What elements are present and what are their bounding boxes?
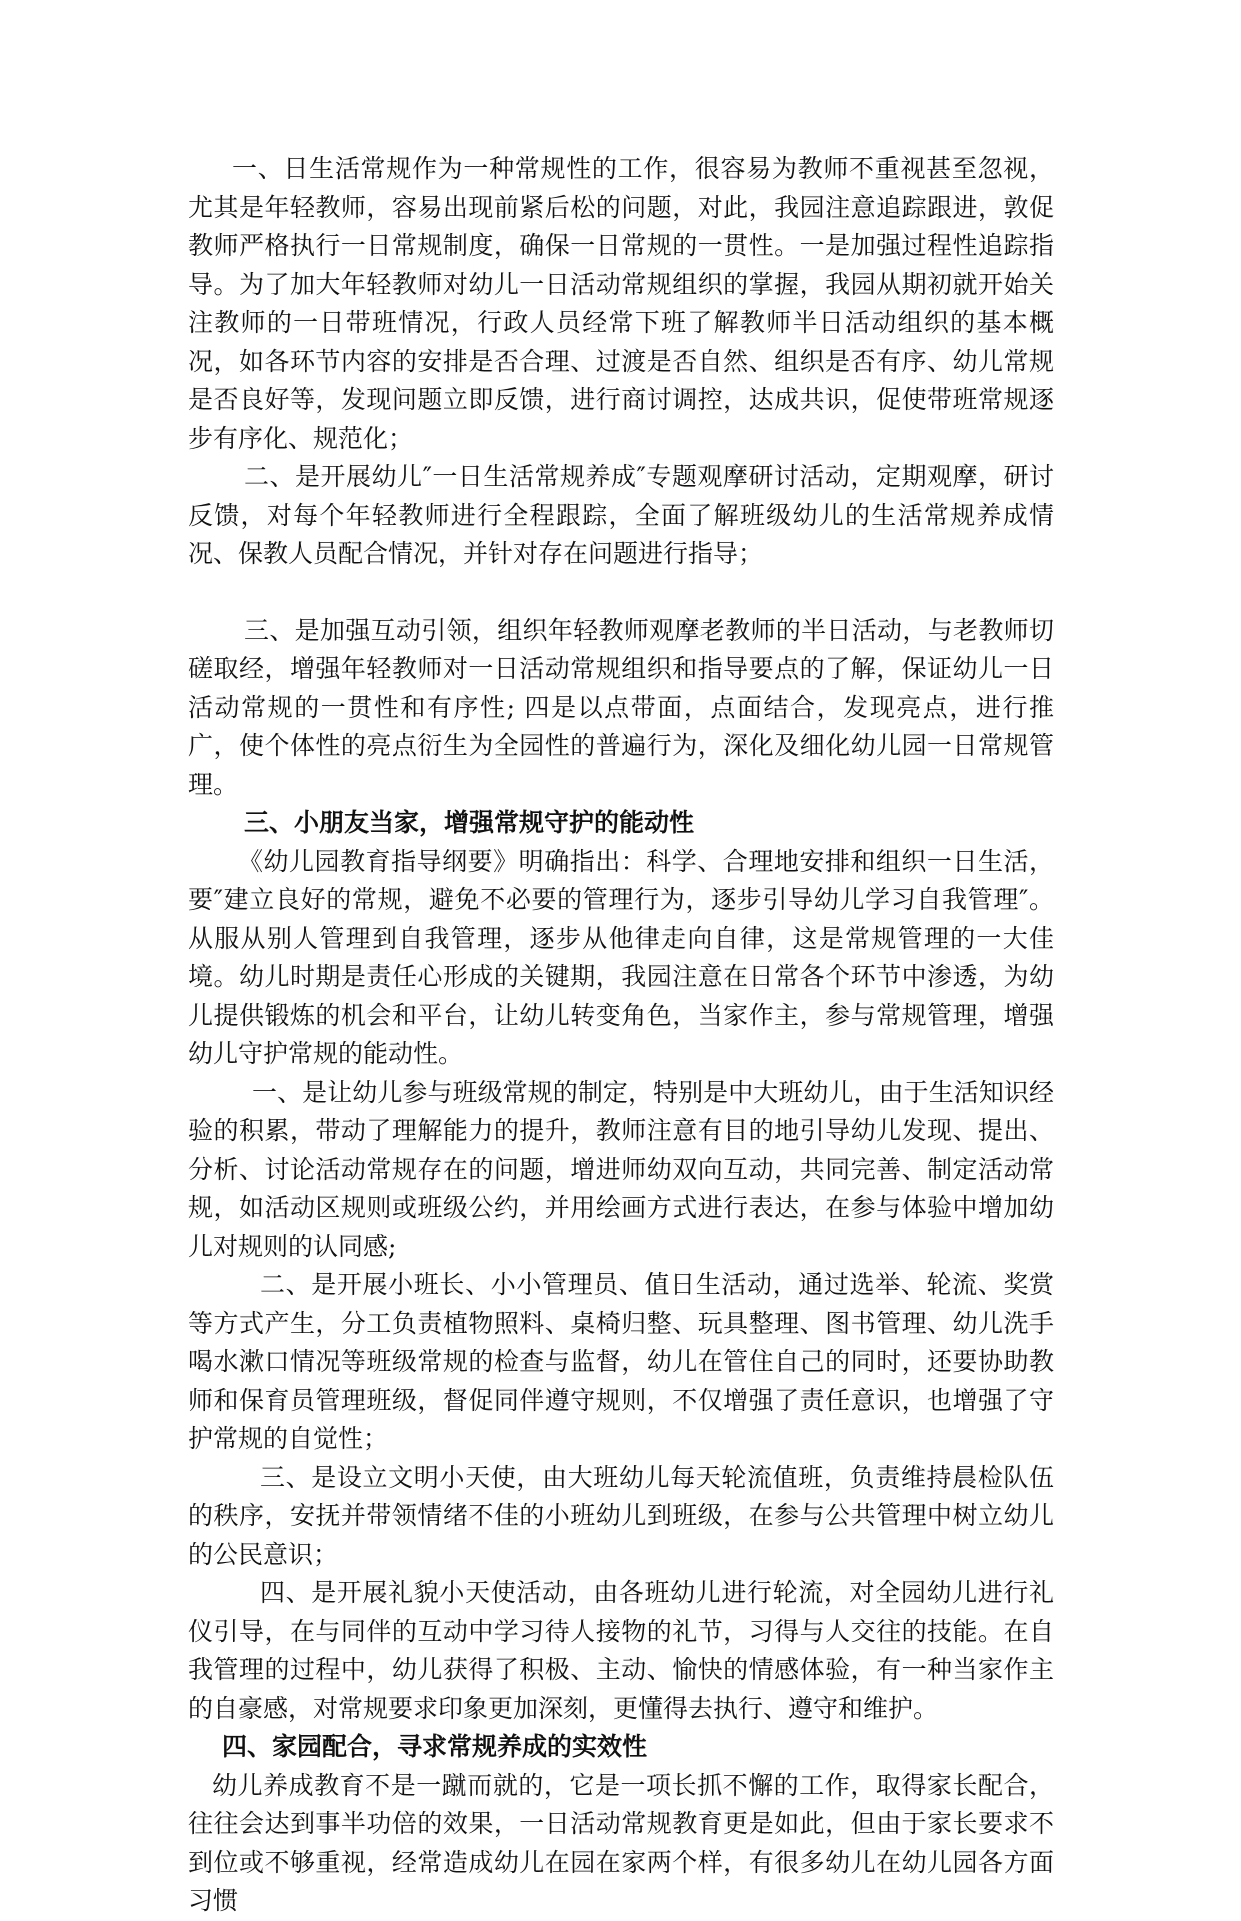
section-heading-children-in-charge: 三、小朋友当家，增强常规守护的能动性 <box>244 808 695 837</box>
paragraph-rule-making: 一、是让幼儿参与班级常规的制定，特别是中大班幼儿，由于生活知识经验的积累，带动了理解能力的提升，教师注意有目的地引导幼儿发现、提出、分析、讨论活动常规存在的问题，增进师幼双向互动，共同完善、制定活动常规，如活动区规则或班级公约，并用绘画方式进行表达，在参与体验中增加幼儿对规则的认同感; <box>188 1077 1054 1261</box>
paragraph-class-monitors: 二、是开展小班长、小小管理员、值日生活动，通过选举、轮流、奖赏等方式产生，分工负责植物照料、桌椅归整、玩具整理、图书管理、幼儿洗手喝水漱口情况等班级常规的检查与监督，幼儿在管住自己的同时，还要协助教师和保育员管理班级，督促同伴遵守规则，不仅增强了责任意识，也增强了守护常规的自觉性； <box>188 1270 1054 1453</box>
paragraph-guidelines-quote: 《幼儿园教育指导纲要》明确指出：科学、合理地安排和组织一日生活，要″建立良好的常规，避免不必要的管理行为，逐步引导幼儿学习自我管理″。从服从别人管理到自我管理，逐步从他律走向自律，这是常规管理的一大佳境。幼儿时期是责任心形成的关键期，我园注意在日常各个环节中渗透，为幼儿提供锻炼的机会和平台，让幼儿转变角色，当家作主，参与常规管理，增强幼儿守护常规的能动性。 <box>188 846 1054 1068</box>
document-page <box>188 150 1054 1921</box>
paragraph-courtesy-angels: 四、是开展礼貌小天使活动，由各班幼儿进行轮流，对全园幼儿进行礼仪引导，在与同伴的互动中学习待人接物的礼节，习得与人交往的技能。在自我管理的过程中，幼儿获得了积极、主动、愉快的情感体验，有一种当家作主的自豪感，对常规要求印象更加深刻，更懂得去执行、遵守和维护。 <box>188 1578 1054 1723</box>
paragraph-civility-angels: 三、是设立文明小天使，由大班幼儿每天轮流值班，负责维持晨检队伍的秩序，安抚并带领情绪不佳的小班幼儿到班级，在参与公共管理中树立幼儿的公民意识； <box>188 1462 1054 1569</box>
paragraph-interactive-guidance: 三、是加强互动引领，组织年轻教师观摩老教师的半日活动，与老教师切磋取经，增强年轻教师对一日活动常规组织和指导要点的了解，保证幼儿一日活动常规的一贯性和有序性; 四是以点带面，点面结合，发现亮点，进行推广，使个体性的亮点衍生为全园性的普遍行为，深化及细化幼儿园一日常规管理。 <box>188 615 1054 799</box>
paragraph-daily-routine-intro: 一、日生活常规作为一种常规性的工作，很容易为教师不重视甚至忽视，尤其是年轻教师，容易出现前紧后松的问题，对此，我园注意追踪跟进，敦促教师严格执行一日常规制度，确保一日常规的一贯性。一是加强过程性追踪指导。为了加大年轻教师对幼儿一日活动常规组织的掌握，我园从期初就开始关注教师的一日带班情况，行政人员经常下班了解教师半日活动组织的基本概况，如各环节内容的安排是否合理、过渡是否自然、组织是否有序、幼儿常规是否良好等，发现问题立即反馈，进行商讨调控，达成共识，促使带班常规逐步有序化、规范化； <box>188 154 1054 453</box>
section-heading-home-school-cooperation: 四、家园配合，寻求常规养成的实效性 <box>222 1732 648 1761</box>
paragraph-parent-cooperation: 幼儿养成教育不是一蹴而就的，它是一项长抓不懈的工作，取得家长配合，往往会达到事半功倍的效果，一日活动常规教育更是如此，但由于家长要求不到位或不够重视，经常造成幼儿在园在家两个样，有很多幼儿在幼儿园各方面习惯 <box>188 1770 1054 1915</box>
paragraph-observation-activity: 二、是开展幼儿″一日生活常规养成″专题观摩研讨活动，定期观摩，研讨反馈，对每个年轻教师进行全程跟踪，全面了解班级幼儿的生活常规养成情况、保教人员配合情况，并针对存在问题进行指导； <box>188 462 1054 568</box>
